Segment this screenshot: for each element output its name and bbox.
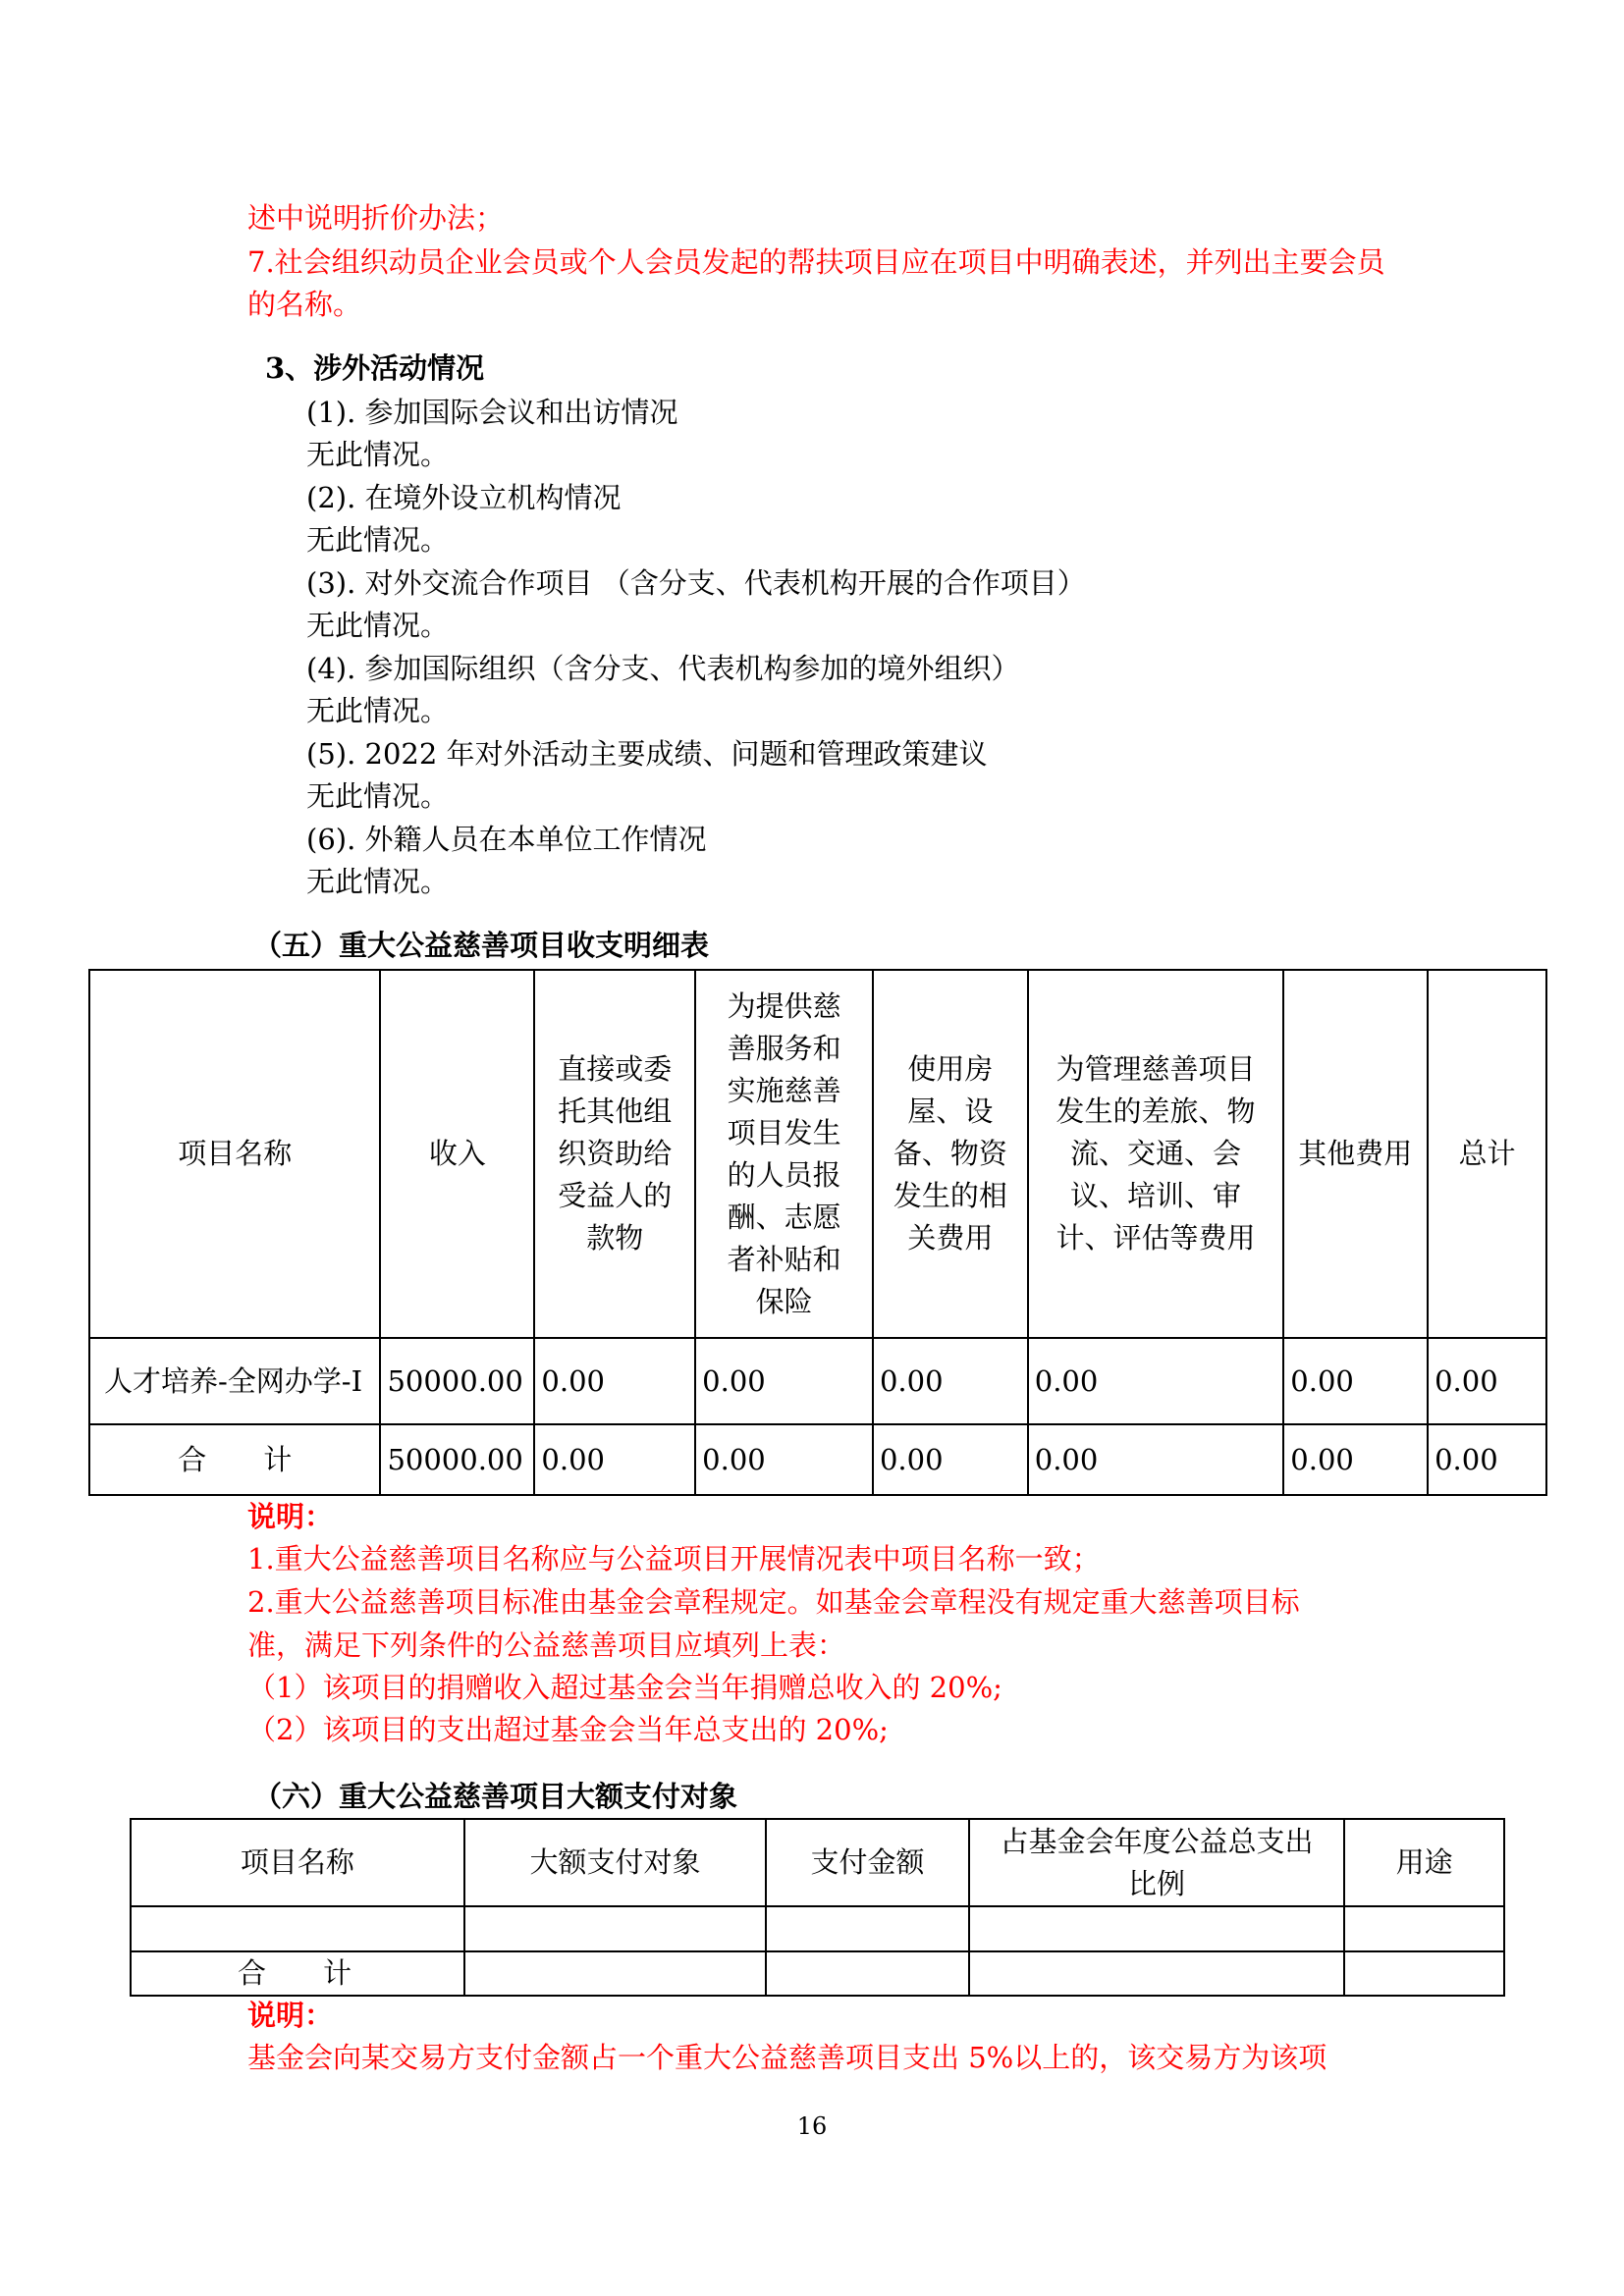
cell (766, 1906, 969, 1951)
item-answer: 无此情况。 (306, 865, 450, 898)
item-question: (3). 对外交流合作项目 （含分支、代表机构开展的合作项目） (306, 566, 1086, 600)
cell (131, 1906, 464, 1951)
cell: 合 计 (131, 1951, 464, 1996)
cell (1344, 1906, 1504, 1951)
item-question: (1). 参加国际会议和出访情况 (306, 396, 678, 429)
table-row (89, 1338, 1546, 1424)
note-line: （1）该项目的捐赠收入超过基金会当年捐赠总收入的 20%; (247, 1671, 1002, 1704)
total-row (131, 1951, 1504, 1996)
table-header-row (89, 970, 1546, 1338)
cell: 0.00 (1283, 1338, 1428, 1424)
note-line: 准，满足下列条件的公益慈善项目应填列上表： (247, 1629, 846, 1662)
note-line: 7.社会组织动员企业会员或个人会员发起的帮扶项目应在项目中明确表述，并列出主要会员 (247, 245, 1385, 279)
cell: 0.00 (695, 1424, 873, 1495)
cell (1344, 1951, 1504, 1996)
note-line: 述中说明折价办法； (247, 201, 505, 235)
item-answer: 无此情况。 (306, 609, 450, 642)
note-line: （2）该项目的支出超过基金会当年总支出的 20%; (247, 1713, 889, 1746)
table-row (131, 1906, 1504, 1951)
header-cell: 用途 (1344, 1819, 1504, 1906)
cell: 0.00 (534, 1424, 695, 1495)
table6 (130, 1818, 1505, 1997)
header-cell: 为管理慈善项目发生的差旅、物流、交通、会议、培训、审计、评估等费用 (1028, 970, 1284, 1338)
note-line: 1.重大公益慈善项目名称应与公益项目开展情况表中项目名称一致； (247, 1542, 1101, 1575)
item-question: (4). 参加国际组织（含分支、代表机构参加的境外组织） (306, 652, 1020, 685)
cell (766, 1951, 969, 1996)
cell: 50000.00 (380, 1338, 534, 1424)
item-question: (2). 在境外设立机构情况 (306, 481, 622, 514)
cell: 0.00 (873, 1424, 1028, 1495)
header-cell: 项目名称 (89, 970, 380, 1338)
header-cell: 直接或委托其他组织资助给受益人的款物 (534, 970, 695, 1338)
note-line: 2.重大公益慈善项目标准由基金会章程规定。如基金会章程没有规定重大慈善项目标 (247, 1585, 1300, 1619)
notes-label: 说明： (247, 1999, 334, 2032)
cell: 0.00 (534, 1338, 695, 1424)
header-cell: 使用房屋、设备、物资发生的相关费用 (873, 970, 1028, 1338)
cell: 0.00 (1028, 1338, 1284, 1424)
header-cell: 为提供慈善服务和实施慈善项目发生的人员报酬、志愿者补贴和保险 (695, 970, 873, 1338)
cell (464, 1906, 766, 1951)
table5-title: （五）重大公益慈善项目收支明细表 (253, 929, 710, 962)
header-cell: 支付金额 (766, 1819, 969, 1906)
header-cell: 占基金会年度公益总支出比例 (969, 1819, 1344, 1906)
item-answer: 无此情况。 (306, 523, 450, 557)
cell: 0.00 (1283, 1424, 1428, 1495)
header-cell: 项目名称 (131, 1819, 464, 1906)
cell: 0.00 (1428, 1424, 1546, 1495)
item-answer: 无此情况。 (306, 779, 450, 813)
cell (969, 1951, 1344, 1996)
total-row (89, 1424, 1546, 1495)
note-line: 的名称。 (247, 288, 362, 321)
cell: 合 计 (89, 1424, 380, 1495)
cell: 0.00 (695, 1338, 873, 1424)
table6-title: （六）重大公益慈善项目大额支付对象 (253, 1780, 738, 1813)
cell (464, 1951, 766, 1996)
header-cell: 总计 (1428, 970, 1546, 1338)
item-answer: 无此情况。 (306, 438, 450, 471)
cell: 0.00 (873, 1338, 1028, 1424)
cell (969, 1906, 1344, 1951)
cell: 0.00 (1428, 1338, 1546, 1424)
section-heading: 3、涉外活动情况 (265, 351, 485, 385)
header-cell: 收入 (380, 970, 534, 1338)
note-line: 基金会向某交易方支付金额占一个重大公益慈善项目支出 5%以上的，该交易方为该项 (247, 2041, 1327, 2074)
cell: 人才培养-全网办学-I (89, 1338, 380, 1424)
header-cell: 其他费用 (1283, 970, 1428, 1338)
item-question: (5). 2022 年对外活动主要成绩、问题和管理政策建议 (306, 737, 988, 771)
item-question: (6). 外籍人员在本单位工作情况 (306, 823, 707, 856)
cell: 50000.00 (380, 1424, 534, 1495)
table-header-row (131, 1819, 1504, 1906)
item-answer: 无此情况。 (306, 694, 450, 727)
cell: 0.00 (1028, 1424, 1284, 1495)
notes-label: 说明： (247, 1500, 334, 1533)
table5 (88, 969, 1547, 1496)
header-cell: 大额支付对象 (464, 1819, 766, 1906)
page-number: 16 (796, 2112, 828, 2140)
